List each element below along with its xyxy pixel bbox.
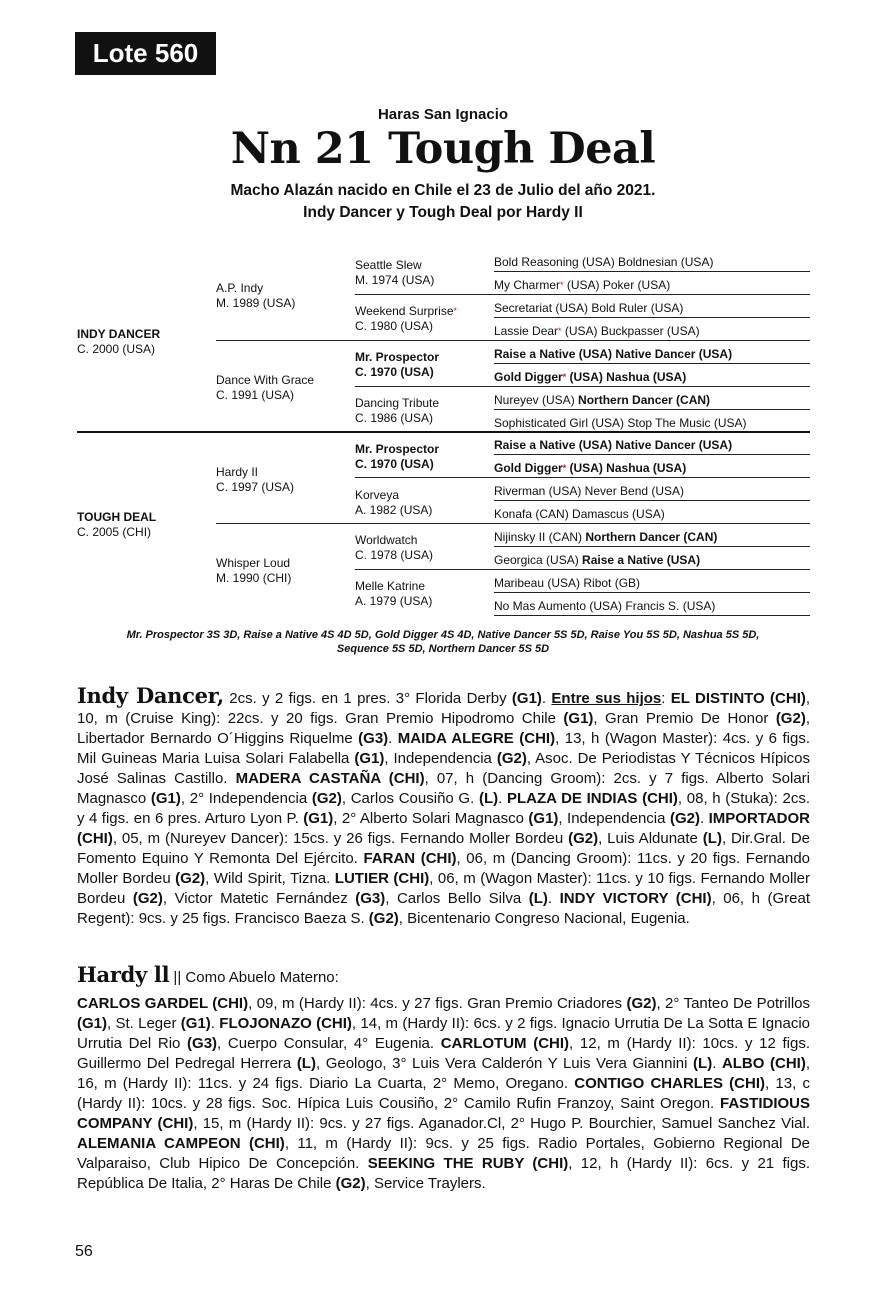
paragraph-text: , 13, c (Hardy II): 10cs. y 28 figs. Soc. Hípica Luis Cousiño, 2° Camilo Rufin Franzoy, Saint Oregon. <box>77 1075 810 1112</box>
paragraph-text: , St. Leger <box>107 1015 181 1032</box>
gen3-entry <box>355 304 457 334</box>
gen3-name: Worldwatch <box>355 533 418 547</box>
paragraph-text: , 2° Tanteo De Potrillos <box>656 995 810 1012</box>
gen4-text: Northern Dancer (CAN) <box>585 530 718 544</box>
paragraph-text: , Victor Matetic Fernández <box>162 890 356 907</box>
gen4-row <box>494 553 700 567</box>
paragraph-text: , Luis Aldunate <box>598 830 703 847</box>
gen4-row <box>494 255 713 269</box>
paragraph-text: , 11, m (Hardy II): 9cs. y 25 figs. Radio Portales, Gobierno Regional De Valparaiso, Club Hipico De Concepción. <box>77 1135 811 1172</box>
inbreeding-note <box>60 628 826 656</box>
paragraph-text: , 13, h (Wagon Master): 4cs. y 6 figs. Mil Guineas Maria Luisa Solari Falabella <box>77 730 810 767</box>
paragraph-text: (G2) <box>368 910 399 927</box>
paragraph-text: IMPORTADOR (CHI) <box>77 810 810 847</box>
divider <box>494 592 810 593</box>
gen4-text: Raise a Native (USA) <box>582 553 701 567</box>
paragraph-text: FASTIDIOUS COMPANY (CHI) <box>77 1095 810 1132</box>
gen4-text: Sophisticated Girl (USA) Stop The Music (USA) <box>494 416 747 430</box>
paragraph-text: , 07, h (Dancing Groom): 2cs. y 7 figs. Alberto Solari Magnasco <box>77 770 811 807</box>
gen3-info: C. 1970 (USA) <box>355 365 434 379</box>
paragraph-text: . <box>547 890 560 907</box>
paragraph-text: CONTIGO CHARLES (CHI) <box>574 1075 766 1092</box>
gen4-row <box>494 347 732 361</box>
gen2-name: Dance With Grace <box>216 373 315 387</box>
paragraph-text: , Carlos Bello Silva <box>385 890 529 907</box>
gen3-info: C. 1980 (USA) <box>355 319 434 333</box>
paragraph-text: 2cs. y 2 figs. en 1 pres. 3° Florida Derby <box>223 690 512 707</box>
breeder-name: Haras San Ignacio <box>377 106 509 123</box>
paragraph-text: . <box>210 1015 220 1032</box>
paragraph-text: , Carlos Cousiño G. <box>341 790 479 807</box>
gen3-entry <box>355 533 433 563</box>
asterisk-icon: * <box>558 326 562 336</box>
paragraph-text: Entre sus hijos <box>551 690 662 707</box>
divider <box>355 477 810 478</box>
gen4-text: (USA) Nashua (USA) <box>566 370 687 384</box>
paragraph-text: , Dir.Gral. De Fomento Equino Y Remonta Del Ejército. <box>77 830 811 867</box>
gen4-text: Nureyev (USA) <box>494 393 579 407</box>
paragraph-text: (G3) <box>187 1035 218 1052</box>
divider <box>494 615 810 616</box>
paragraph-text: , 16, m (Hardy II): 11cs. y 24 figs. Diario La Cuarta, 2° Memo, Oregano. <box>77 1055 810 1092</box>
gen3-entry <box>355 350 439 380</box>
gen3-name: Mr. Prospector <box>355 442 440 456</box>
gen4-text: Lassie Dear <box>494 324 559 338</box>
gen3-name: Seattle Slew <box>355 258 422 272</box>
gen4-row <box>494 278 670 292</box>
gen4-text: Northern Dancer (CAN) <box>578 393 711 407</box>
divider <box>494 317 810 318</box>
gen4-row <box>494 370 686 384</box>
gen4-text: (USA) Nashua (USA) <box>566 461 687 475</box>
paragraph-text: , 2° Independencia <box>180 790 312 807</box>
gen4-row <box>494 438 732 452</box>
divider <box>494 271 810 272</box>
paragraph-text: , Bicentenario Congreso Nacional, Eugenia. <box>398 910 690 927</box>
paragraph-text: FLOJONAZO (CHI) <box>219 1015 352 1032</box>
gen3-name: Mr. Prospector <box>355 350 440 364</box>
paragraph-text: INDY VICTORY (CHI) <box>559 890 712 907</box>
gen3-info: C. 1978 (USA) <box>355 548 434 562</box>
gen4-text: Nijinsky II (CAN) <box>494 530 586 544</box>
gen4-text: No Mas Aumento (USA) Francis S. (USA) <box>494 599 716 613</box>
section-heading: Indy Dancer, <box>77 683 224 708</box>
gen4-row <box>494 416 747 430</box>
pedigree-sire <box>77 327 160 357</box>
gen4-row <box>494 599 715 613</box>
dam-name: TOUGH DEAL <box>77 510 157 524</box>
gen4-text: Bold Reasoning (USA) Boldnesian (USA) <box>494 255 714 269</box>
parents-line: Indy Dancer y Tough Deal por Hardy II <box>303 204 583 221</box>
paragraph-text: , Independencia <box>558 810 670 827</box>
paragraph-text: (G2) <box>132 890 163 907</box>
gen2-info: C. 1991 (USA) <box>216 388 295 402</box>
paragraph-text: , 12, h (Hardy II): 6cs. y 21 figs. República De Italia, 2° Haras De Chile <box>77 1155 810 1192</box>
paragraph-text: (G1) <box>511 690 542 707</box>
divider <box>355 569 810 570</box>
paragraph-text: (G1) <box>180 1015 211 1032</box>
paragraph-text: (G2) <box>669 810 700 827</box>
paragraph-text: , 06, h (Great Regent): 9cs. y 25 figs. Francisco Baeza S. <box>77 890 810 927</box>
gen3-info: A. 1982 (USA) <box>355 503 433 517</box>
paragraph-text: , Libertador Bernardo O´Higgins Riquelme <box>77 710 810 747</box>
paragraph-text: (G2) <box>496 750 527 767</box>
gen2-entry <box>216 281 295 311</box>
birth-line: Macho Alazán nacido en Chile el 23 de Julio del año 2021. <box>230 182 656 199</box>
gen2-name: A.P. Indy <box>216 281 264 295</box>
gen4-row <box>494 301 683 315</box>
gen3-entry <box>355 488 432 518</box>
paragraph-text: (G2) <box>775 710 806 727</box>
gen3-entry <box>355 258 434 288</box>
paragraph-text: . <box>498 790 507 807</box>
asterisk-icon: * <box>560 280 564 290</box>
paragraph-text: . <box>712 1055 722 1072</box>
divider <box>355 386 810 387</box>
page-number: 56 <box>75 1243 93 1260</box>
paragraph-text: (G3) <box>358 730 389 747</box>
gen2-entry <box>216 373 314 403</box>
gen3-name: Weekend Surprise <box>355 304 454 318</box>
paragraph-text: , 09, m (Hardy II): 4cs. y 27 figs. Gran Premio Criadores <box>248 995 627 1012</box>
paragraph-text: (G2) <box>626 995 657 1012</box>
gen4-text: Maribeau (USA) Ribot (GB) <box>494 576 641 590</box>
gen4-row <box>494 461 686 475</box>
sire-name: INDY DANCER <box>77 327 161 341</box>
paragraph-text: (L) <box>693 1055 713 1072</box>
gen3-name: Korveya <box>355 488 400 502</box>
gen4-text: Georgica (USA) <box>494 553 583 567</box>
asterisk-icon: * <box>562 372 567 382</box>
paragraph-text: . <box>541 690 552 707</box>
paragraph-text: : <box>661 690 671 707</box>
paragraph-text: (G1) <box>528 810 559 827</box>
paragraph-text: PLAZA DE INDIAS (CHI) <box>506 790 678 807</box>
paragraph-text: , 15, m (Hardy II): 9cs. y 27 figs. Aganador.Cl, 2° Hugo P. Bourchier, Samuel Sanchez Vial. <box>193 1115 810 1132</box>
paragraph-text: (L) <box>478 790 499 807</box>
paragraph-text: EL DISTINTO (CHI) <box>670 690 806 707</box>
paragraph-text: ALBO (CHI) <box>721 1055 806 1072</box>
paragraph-text: , Independencia <box>384 750 497 767</box>
paragraph-text: , 05, m (Nureyev Dancer): 15cs. y 26 figs. Fernando Moller Bordeu <box>112 830 569 847</box>
gen4-text: Riverman (USA) Never Bend (USA) <box>494 484 685 498</box>
gen4-text: My Charmer <box>494 278 561 292</box>
damsire-progeny-paragraph <box>77 962 811 1194</box>
inbreeding-line: Mr. Prospector 3S 3D, Raise a Native 4S 4D 5D, Gold Digger 4S 4D, Native Dancer 5S 5D, Raise You 5S 5D, Nashua 5S 5D, <box>126 629 760 641</box>
paragraph-text: MAIDA ALEGRE (CHI) <box>397 730 556 747</box>
divider <box>216 523 810 524</box>
gen2-name: Hardy II <box>216 465 259 479</box>
paragraph-text: (G2) <box>335 1175 366 1192</box>
sire-info: C. 2000 (USA) <box>77 342 156 356</box>
divider <box>494 454 810 455</box>
paragraph-text: (L) <box>702 830 722 847</box>
sire-progeny-paragraph <box>77 683 811 929</box>
paragraph-text: (G1) <box>150 790 181 807</box>
gen3-info: C. 1970 (USA) <box>355 457 434 471</box>
divider <box>355 294 810 295</box>
gen4-text: (USA) Buckpasser (USA) <box>561 324 700 338</box>
paragraph-text: (L) <box>296 1055 316 1072</box>
gen2-entry <box>216 556 291 586</box>
gen4-row <box>494 530 717 544</box>
section-subheading: || Como Abuelo Materno: <box>169 969 339 986</box>
paragraph-text: (G2) <box>311 790 342 807</box>
section-heading: Hardy ll <box>77 962 170 987</box>
gen3-name: Dancing Tribute <box>355 396 440 410</box>
gen4-row <box>494 507 665 521</box>
paragraph-text: (G1) <box>563 710 594 727</box>
gen4-text: Secretariat (USA) Bold Ruler (USA) <box>494 301 684 315</box>
divider <box>494 363 810 364</box>
divider <box>494 500 810 501</box>
paragraph-text: LUTIER (CHI) <box>334 870 430 887</box>
paragraph-text: FARAN (CHI) <box>363 850 457 867</box>
paragraph-text: , 08, h (Stuka): 2cs. y 4 figs. en 6 pres. Arturo Lyon P. <box>77 790 811 827</box>
gen4-text: Gold Digger <box>494 370 563 384</box>
inbreeding-line: Sequence 5S 5D, Northern Dancer 5S 5D <box>336 643 550 655</box>
paragraph-text: , Service Traylers. <box>365 1175 486 1192</box>
gen4-text: Konafa (CAN) Damascus (USA) <box>494 507 665 521</box>
divider <box>494 409 810 410</box>
gen3-info: M. 1974 (USA) <box>355 273 435 287</box>
paragraph-text: CARLOS GARDEL (CHI) <box>77 995 249 1012</box>
paragraph-text: (G1) <box>303 810 334 827</box>
gen2-info: C. 1997 (USA) <box>216 480 295 494</box>
gen3-name: Melle Katrine <box>355 579 426 593</box>
paragraph-text: ALEMANIA CAMPEON (CHI) <box>77 1135 285 1152</box>
pedigree-dam <box>77 510 156 540</box>
gen4-row <box>494 393 710 407</box>
asterisk-icon: * <box>562 463 567 473</box>
paragraph-text: (G2) <box>568 830 599 847</box>
gen3-entry <box>355 579 432 609</box>
gen4-text: (USA) Poker (USA) <box>563 278 671 292</box>
horse-name: Nn 21 Tough Deal <box>230 124 656 174</box>
paragraph-text: , 12, m (Hardy II): 10cs. y 12 figs. Guillermo Del Pedregal Herrera <box>77 1035 811 1072</box>
paragraph-text: CARLOTUM (CHI) <box>440 1035 570 1052</box>
gen3-info: C. 1986 (USA) <box>355 411 434 425</box>
paragraph-text: , 06, m (Dancing Groom): 11cs. y 20 figs. Fernando Moller Bordeu <box>77 850 811 887</box>
paragraph-text: (G1) <box>77 1015 107 1032</box>
paragraph-text: , Cuerpo Consular, 4° Eugenia. <box>217 1035 441 1052</box>
gen4-text: Raise a Native (USA) Native Dancer (USA) <box>494 438 733 452</box>
paragraph-text: , Wild Spirit, Tizna. <box>205 870 335 887</box>
asterisk-icon: * <box>453 306 458 316</box>
gen2-info: M. 1989 (USA) <box>216 296 296 310</box>
gen4-row <box>494 576 640 590</box>
gen3-info: A. 1979 (USA) <box>355 594 433 608</box>
paragraph-text: (G3) <box>355 890 386 907</box>
paragraph-text: , 14, m (Hardy II): 6cs. y 2 figs. Ignacio Urrutia De La Sotta E Ignacio Urrutia Del Rio <box>77 1015 811 1052</box>
gen2-name: Whisper Loud <box>216 556 291 570</box>
gen2-info: M. 1990 (CHI) <box>216 571 292 585</box>
gen3-entry <box>355 442 439 472</box>
paragraph-text: (L) <box>528 890 548 907</box>
gen4-text: Gold Digger <box>494 461 563 475</box>
divider <box>216 340 810 341</box>
paragraph-text: , 06, m (Wagon Master): 11cs. y 10 figs. Fernando Moller Bordeu <box>77 870 810 907</box>
paragraph-text: . <box>699 810 709 827</box>
divider <box>77 431 810 433</box>
gen4-row <box>494 324 700 338</box>
gen3-entry <box>355 396 439 426</box>
gen4-row <box>494 484 684 498</box>
paragraph-text: , Asoc. De Periodistas Y Técnicos Hípicos José Salinas Castillo. <box>77 750 810 787</box>
paragraph-text: , Gran Premio De Honor <box>593 710 776 727</box>
paragraph-text: (G2) <box>175 870 206 887</box>
dam-info: C. 2005 (CHI) <box>77 525 152 539</box>
paragraph-text: SEEKING THE RUBY (CHI) <box>367 1155 569 1172</box>
gen4-text: Raise a Native (USA) Native Dancer (USA) <box>494 347 733 361</box>
paragraph-text: . <box>388 730 398 747</box>
divider <box>494 546 810 547</box>
paragraph-text: (G1) <box>354 750 385 767</box>
gen2-entry <box>216 465 294 495</box>
paragraph-text: MADERA CASTAÑA (CHI) <box>235 770 425 787</box>
paragraph-text: , Geologo, 3° Luis Vera Calderón Y Luis Vera Giannini <box>315 1055 694 1072</box>
lot-badge: Lote 560 <box>75 32 216 75</box>
paragraph-text: , 2° Alberto Solari Magnasco <box>333 810 529 827</box>
paragraph-text: , 10, m (Cruise King): 22cs. y 20 figs. Gran Premio Hipodromo Chile <box>77 690 811 727</box>
